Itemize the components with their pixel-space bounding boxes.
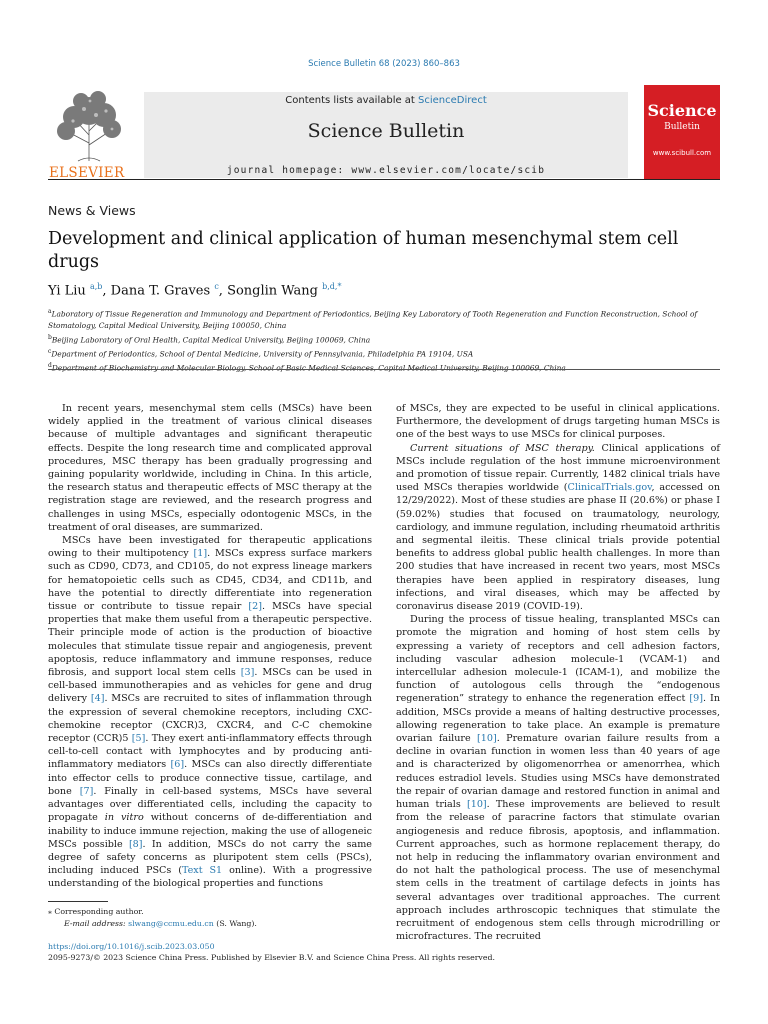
journal-homepage[interactable]: journal homepage: www.elsevier.com/locate/scib bbox=[226, 165, 546, 176]
body-paragraph: of MSCs, they are expected to be useful in clinical applications. Furthermore, the development of drugs targeting human MSCs is one of the best ways to use MSCs for clinical purposes. bbox=[396, 403, 720, 441]
citation-link[interactable]: [10] bbox=[466, 799, 487, 811]
body-column-right bbox=[396, 402, 720, 943]
contents-line bbox=[144, 95, 628, 106]
clinicaltrials-link[interactable]: ClinicalTrials.gov bbox=[567, 482, 652, 494]
sciencedirect-link[interactable]: ScienceDirect bbox=[418, 95, 487, 106]
journal-info-box bbox=[144, 92, 628, 178]
author-name[interactable]: Dana T. Graves bbox=[110, 283, 211, 299]
footnotes bbox=[48, 906, 257, 930]
cover-url: www.scibull.com bbox=[652, 149, 712, 157]
body-paragraph: In recent years, mesenchymal stem cells (MSCs) have been widely applied in the treatment of various clinical diseases because of multiple advantages and significant therapeutic effects. Despite the long research time and complicated approval procedures, MSC therapy has been gradually progressing and gaining popularity worldwide, including in China. In this article, the research status and therapeutic effects of MSC therapy at the registration stage are reviewed, and the research progress and challenges in using MSCs, especially odontogenic MSCs, in the treatment of oral diseases, are summarized. bbox=[48, 403, 372, 533]
paragraph-heading: Current situations of MSC therapy. bbox=[410, 442, 595, 454]
masthead bbox=[48, 83, 720, 180]
body-column-left bbox=[48, 402, 372, 891]
citation-link[interactable]: [2] bbox=[248, 601, 262, 613]
section-label: News & Views bbox=[48, 203, 136, 218]
citation-link[interactable]: [4] bbox=[90, 693, 105, 705]
header-divider bbox=[48, 369, 720, 370]
cover-subtitle: Bulletin bbox=[664, 122, 700, 132]
citation-link[interactable]: [9] bbox=[689, 693, 703, 705]
journal-cover[interactable] bbox=[644, 85, 720, 179]
body-paragraph: Current situations of MSC therapy. Clinical applications of MSCs include regulation of the host immune microenvironment and promotion of tissue repair. Currently, 1482 clinical trials have used MSCs therapies worldwide (ClinicalTrials.gov, accessed on 12/29/2022). Most of these studies are phase II (20.6%) or phase I (59.02%) studies that focused on traumatology, neurology, cardiology, and immune regulation, including rheumatoid arthritis and segmental ileitis. These clinical trials provide potential benefits to address global public health challenges. In more than 200 studies that have increased in recent two years, most MSCs therapies have been applied in respiratory diseases, lung infections, and viral diseases, which may be affected by coronavirus disease 2019 (COVID-19). bbox=[396, 442, 720, 613]
citation-link[interactable]: [1] bbox=[193, 548, 208, 560]
affiliations bbox=[48, 306, 728, 374]
elsevier-tree-icon bbox=[48, 85, 130, 163]
footnote-rule bbox=[48, 901, 108, 902]
affiliation-item: $^b$Beijing Laboratory of Oral Health, Capital Medical University, Beijing 100069, China bbox=[48, 333, 371, 345]
affiliation-item: $^a$Laboratory of Tissue Regeneration and Immunology and Department of Periodontics, Beijing Key Laboratory of Tooth Regeneration and Function Reconstruction, School of Stomatology, Capital Medical University, Beijing 100050, China bbox=[48, 308, 698, 331]
citation-link[interactable]: [3] bbox=[240, 667, 255, 679]
author-list: Yi Liu $^{a,b}$, Dana T. Graves $^c$, Songlin Wang $^{b,d,*}$ bbox=[48, 282, 342, 299]
cover-title: Science bbox=[647, 101, 717, 120]
citation-link[interactable]: [7] bbox=[79, 785, 94, 797]
page-bottom bbox=[48, 941, 495, 963]
contents-prefix: Contents lists available at bbox=[285, 95, 419, 106]
body-paragraph: During the process of tissue healing, transplanted MSCs can promote the migration and homing of host stem cells by expressing a variety of receptors and cell adhesion factors, including vascular adhesion molecule-1 (VCAM-1) and intercellular adhesion molecule-1 (ICAM-1), and mobilize the function of autologous cells through the “endogenous regeneration” strategy to enhance the regeneration effect [9]. In addition, MSCs provide a means of halting destructive processes, allowing regeneration to take place. An example is premature ovarian failure [10]. Premature ovarian failure results from a decline in ovarian function in women less than 40 years of age and is characterized by oligomenorrhea or amenorrhea, which reduces estradiol levels. Studies using MSCs have demonstrated the repair of ovarian damage and restored function in animal and human trials [10]. These improvements are believed to result from the release of paracrine factors that stimulate ovarian angiogenesis and reduce fibrosis, apoptosis, and inflammation. Current approaches, such as hormone replacement therapy, do not help in reducing the inflammatory ovarian environment and do not halt the pathological process. The use of mesenchymal stem cells in the treatment of cartilage defects in joints has several advantages over traditional approaches. The current approach includes arthroscopic techniques that stimulate the recruitment of endogenous stem cells through microdrilling or microfractures. The recruited bbox=[396, 614, 720, 943]
journal-citation[interactable]: Science Bulletin 68 (2023) 860–863 bbox=[308, 59, 460, 69]
affiliation-item: $^d$Department of Biochemistry and Molecular Biology, School of Basic Medical Sciences, Capital Medical University, Beijing 100069, China bbox=[48, 361, 566, 373]
citation-link[interactable]: [5] bbox=[131, 733, 146, 745]
copyright: 2095-9273/© 2023 Science China Press. Published by Elsevier B.V. and Science China Press. All rights reserved. bbox=[48, 953, 495, 962]
citation-link[interactable]: [10] bbox=[477, 733, 497, 745]
author-affiliation-marker[interactable]: c bbox=[214, 282, 219, 291]
elsevier-logo[interactable] bbox=[48, 85, 130, 181]
author-affiliation-marker[interactable]: b,d,* bbox=[322, 282, 342, 291]
email-note: E-mail address: slwang@ccmu.edu.cn (S. Wang). bbox=[64, 919, 257, 928]
journal-title: Science Bulletin bbox=[307, 120, 465, 142]
affiliation-item: $^c$Department of Periodontics, School of Dental Medicine, University of Pennsylvania, Philadelphia PA 19104, USA bbox=[48, 347, 474, 359]
citation-link[interactable]: [8] bbox=[128, 838, 143, 850]
article-title: Development and clinical application of human mesenchymal stem cell drugs bbox=[48, 229, 679, 272]
doi-link[interactable]: https://doi.org/10.1016/j.scib.2023.03.050 bbox=[48, 942, 215, 951]
corresponding-author-note: ⁎ Corresponding author. bbox=[48, 907, 144, 916]
elsevier-wordmark: ELSEVIER bbox=[49, 165, 125, 181]
citation-link[interactable]: [6] bbox=[170, 759, 185, 771]
author-affiliation-marker[interactable]: a,b bbox=[89, 282, 103, 291]
email-link[interactable]: slwang@ccmu.edu.cn bbox=[128, 919, 214, 928]
body-paragraph: MSCs have been investigated for therapeutic applications owing to their multipotency [1]. MSCs express surface markers such as CD90, CD73, and CD105, do not express lineage markers for hematopoietic cells such as CD45, CD34, and CD11b, and have the potential to directly differentiate into regeneration tissue or contribute to tissue repair [2]. MSCs have special properties that make them useful from a therapeutic perspective. Their principle mode of action is the production of bioactive molecules that stimulate tissue repair and angiogenesis, prevent apoptosis, reduce inflammatory and immune responses, reduce fibrosis, and support local stem cells [3]. MSCs can be used in cell-based immunotherapies and as vehicles for gene and drug delivery [4]. MSCs are recruited to sites of inflammation through the expression of several chemokine receptors, including CXC-chemokine receptor (CXCR)3, CXCR4, and C-C chemokine receptor (CCR)5 [5]. They exert anti-inflammatory effects through cell-to-cell contact with lymphocytes and by producing anti-inflammatory mediators [6]. MSCs can also directly differentiate into effector cells to produce connective tissue, cartilage, and bone [7]. Finally in cell-based systems, MSCs have several advantages over differentiated cells, including the capacity to propagate in vitro without concerns of de-differentiation and inability to induce immune rejection, making the use of allogeneic MSCs possible [8]. In addition, MSCs do not carry the same degree of safety concerns as pluripotent stem cells (PSCs), including induced PSCs (Text S1 online). With a progressive understanding of the biological properties and functions bbox=[48, 535, 373, 890]
author-name[interactable]: Yi Liu bbox=[48, 283, 86, 299]
supplementary-link[interactable]: Text S1 bbox=[181, 865, 223, 877]
author-name[interactable]: Songlin Wang bbox=[227, 283, 318, 299]
